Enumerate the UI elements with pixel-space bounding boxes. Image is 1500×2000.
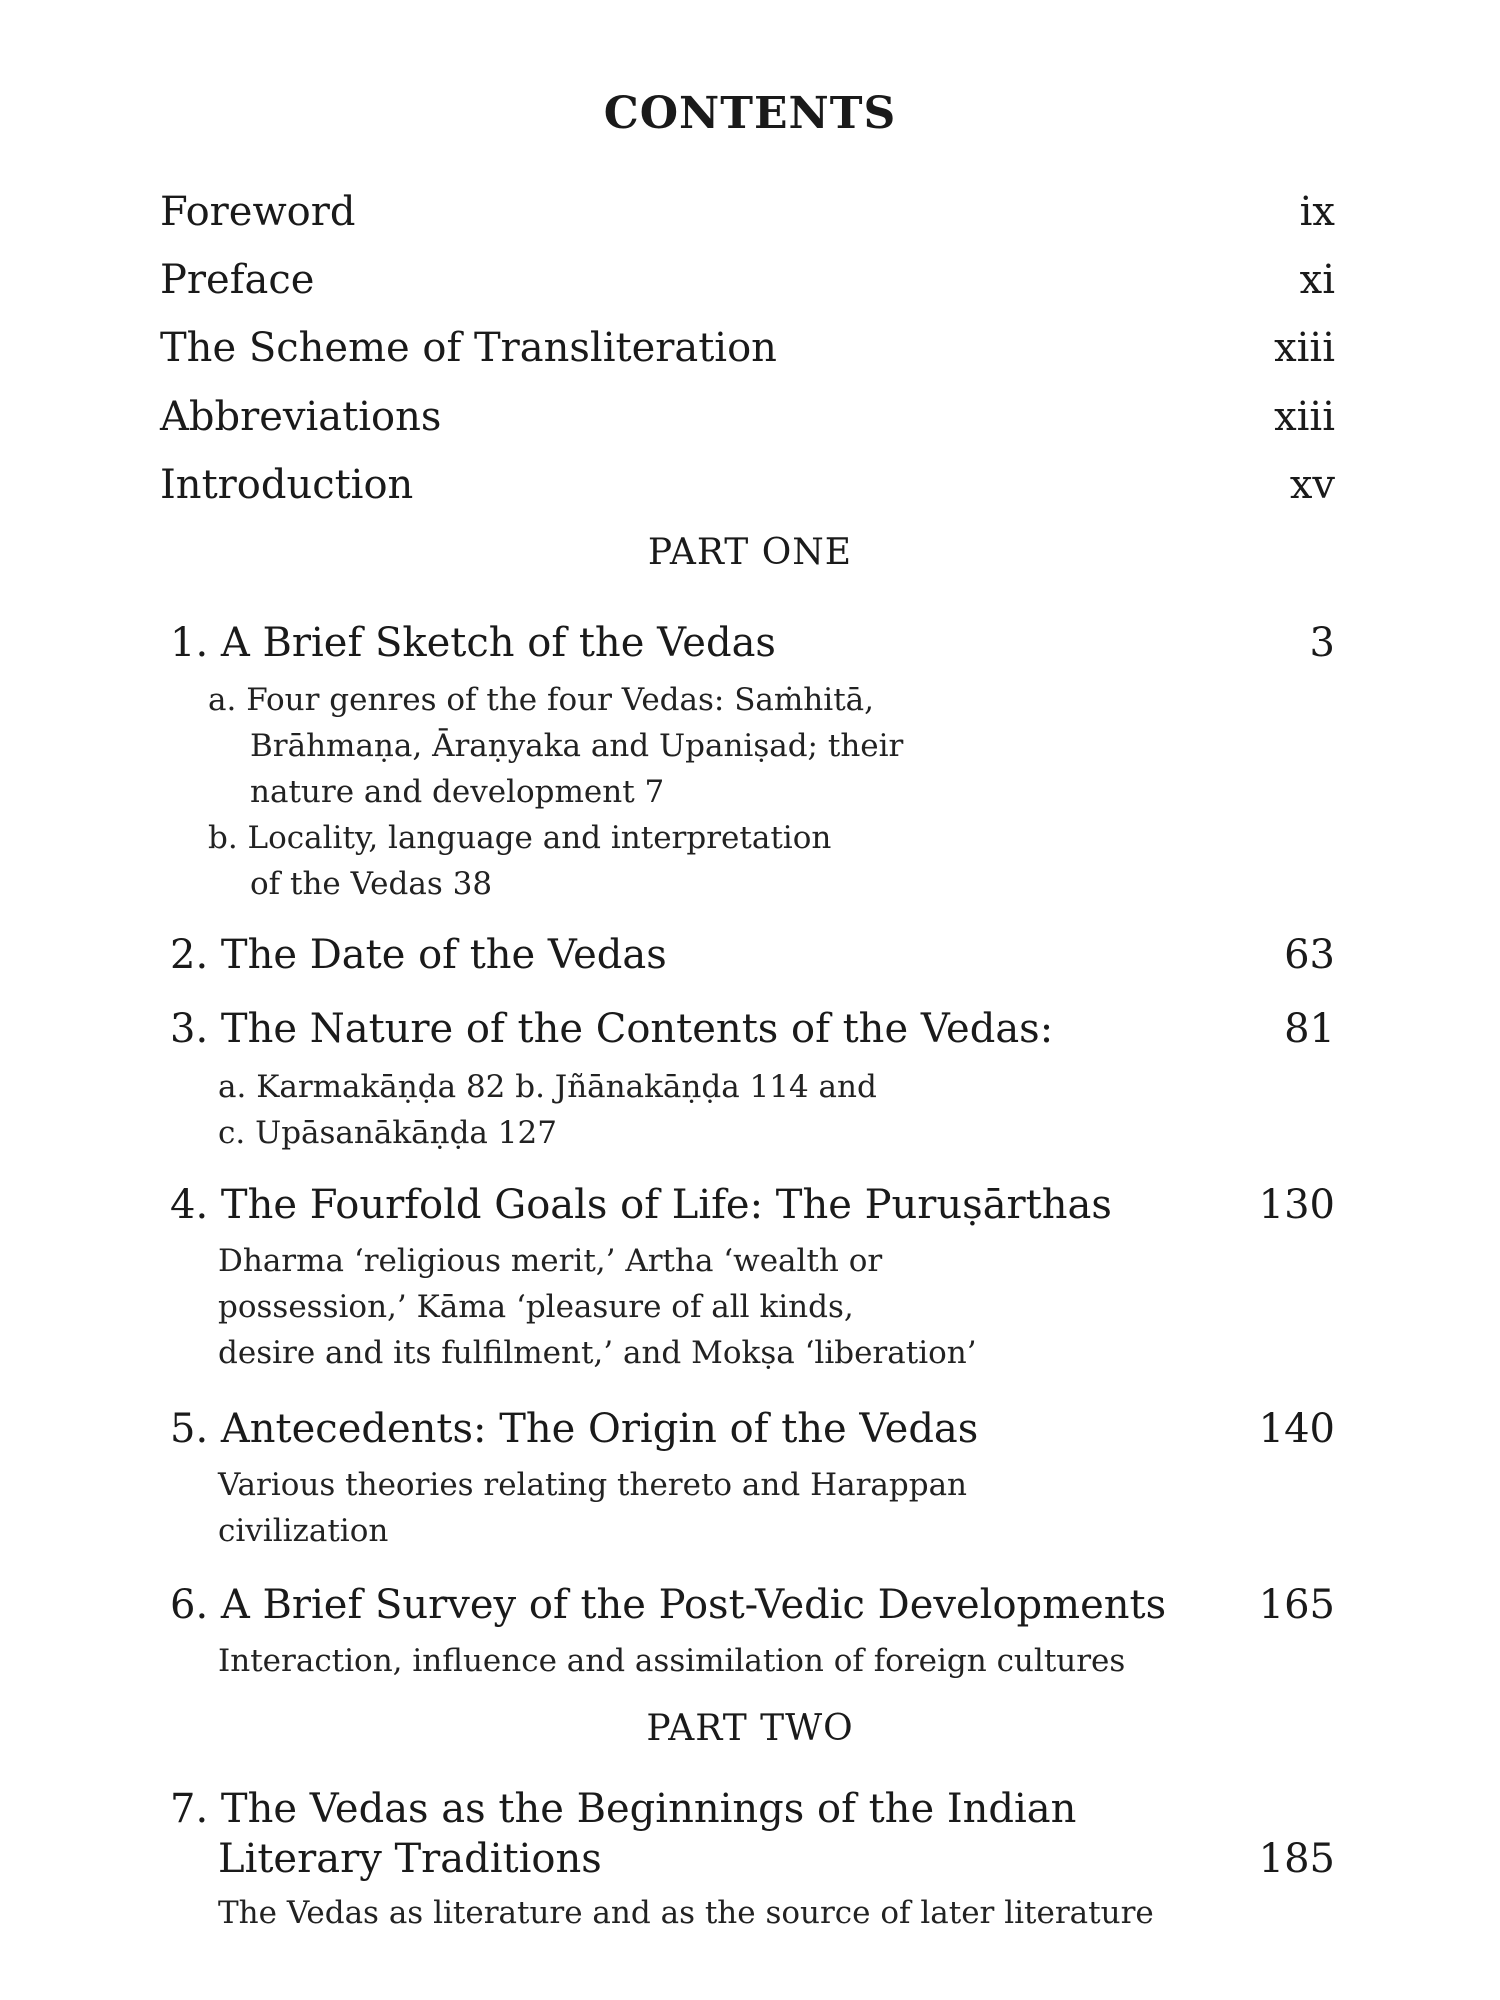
chapter-3-subentry: a. Karmakāṇḍa 82 b. Jñānakāṇḍa 114 and bbox=[218, 1069, 877, 1105]
chapter-5-subentry: Various theories relating thereto and Harappan bbox=[218, 1467, 968, 1503]
chapter-number: 5. bbox=[170, 1406, 209, 1452]
chapter-title: The Fourfold Goals of Life: The Puruṣārthas bbox=[220, 1182, 1112, 1228]
chapter-page: 140 bbox=[1258, 1406, 1335, 1452]
toc-entry-foreword[interactable] bbox=[160, 188, 1335, 236]
chapter-3-subentry: c. Upāsanākāṇḍa 127 bbox=[218, 1115, 557, 1151]
chapter-page: 130 bbox=[1258, 1182, 1335, 1228]
chapter-1-subentry: a. Four genres of the four Vedas: Saṁhitā, bbox=[208, 682, 874, 718]
entry-page: xv bbox=[1289, 462, 1335, 508]
chapter-title-continued: Literary Traditions bbox=[218, 1836, 602, 1882]
chapter-4-subentry: desire and its fulfilment,’ and Mokṣa ‘liberation’ bbox=[218, 1335, 977, 1371]
toc-entry-abbreviations[interactable] bbox=[160, 393, 1335, 441]
toc-entry-introduction[interactable] bbox=[160, 461, 1335, 509]
toc-chapter-6[interactable] bbox=[170, 1580, 1335, 1630]
chapter-title: The Nature of the Contents of the Vedas: bbox=[220, 1006, 1054, 1052]
chapter-title: A Brief Sketch of the Vedas bbox=[220, 620, 776, 666]
chapter-number: 7. bbox=[170, 1786, 209, 1832]
chapter-page: 165 bbox=[1258, 1582, 1335, 1628]
entry-page: xi bbox=[1299, 257, 1335, 303]
toc-entry-preface[interactable] bbox=[160, 256, 1335, 304]
chapter-5-subentry: civilization bbox=[218, 1513, 389, 1549]
chapter-number: 3. bbox=[170, 1006, 209, 1052]
chapter-1-subentry: of the Vedas 38 bbox=[250, 866, 493, 902]
chapter-1-subentry: b. Locality, language and interpretation bbox=[208, 820, 832, 856]
entry-label: Abbreviations bbox=[160, 394, 442, 440]
toc-chapter-3[interactable] bbox=[170, 1004, 1335, 1054]
entry-page: xiii bbox=[1274, 394, 1335, 440]
toc-chapter-4[interactable] bbox=[170, 1180, 1335, 1230]
toc-entry-transliteration[interactable] bbox=[160, 324, 1335, 372]
chapter-title: A Brief Survey of the Post-Vedic Developments bbox=[220, 1582, 1167, 1628]
chapter-4-subentry: Dharma ‘religious merit,’ Artha ‘wealth or bbox=[218, 1243, 883, 1279]
entry-page: ix bbox=[1299, 189, 1335, 235]
chapter-1-subentry: Brāhmaṇa, Āraṇyaka and Upaniṣad; their bbox=[250, 728, 904, 764]
chapter-title: The Vedas as the Beginnings of the Indian bbox=[220, 1786, 1077, 1832]
part-two-heading: PART TWO bbox=[646, 1708, 854, 1749]
entry-label: The Scheme of Transliteration bbox=[160, 325, 777, 371]
chapter-title: Antecedents: The Origin of the Vedas bbox=[220, 1406, 979, 1452]
chapter-4-subentry: possession,’ Kāma ‘pleasure of all kinds, bbox=[218, 1289, 854, 1325]
toc-chapter-7[interactable] bbox=[170, 1784, 1335, 1884]
toc-chapter-1[interactable] bbox=[170, 618, 1335, 668]
chapter-number: 4. bbox=[170, 1182, 209, 1228]
entry-label: Introduction bbox=[160, 462, 414, 508]
part-one-heading: PART ONE bbox=[647, 532, 853, 573]
chapter-page: 81 bbox=[1284, 1006, 1335, 1052]
chapter-6-subentry: Interaction, influence and assimilation of foreign cultures bbox=[218, 1643, 1126, 1679]
page-title: CONTENTS bbox=[603, 88, 897, 139]
chapter-number: 6. bbox=[170, 1582, 209, 1628]
toc-chapter-5[interactable] bbox=[170, 1404, 1335, 1454]
chapter-1-subentry: nature and development 7 bbox=[250, 774, 665, 810]
entry-label: Foreword bbox=[160, 189, 356, 235]
chapter-page: 185 bbox=[1258, 1836, 1335, 1882]
chapter-page: 63 bbox=[1284, 932, 1335, 978]
chapter-page: 3 bbox=[1309, 620, 1335, 666]
entry-page: xiii bbox=[1274, 325, 1335, 371]
entry-label: Preface bbox=[160, 257, 315, 303]
chapter-number: 1. bbox=[170, 620, 209, 666]
chapter-7-subentry: The Vedas as literature and as the source of later literature bbox=[218, 1895, 1154, 1931]
chapter-number: 2. bbox=[170, 932, 209, 978]
toc-chapter-2[interactable] bbox=[170, 930, 1335, 980]
chapter-title: The Date of the Vedas bbox=[220, 932, 667, 978]
